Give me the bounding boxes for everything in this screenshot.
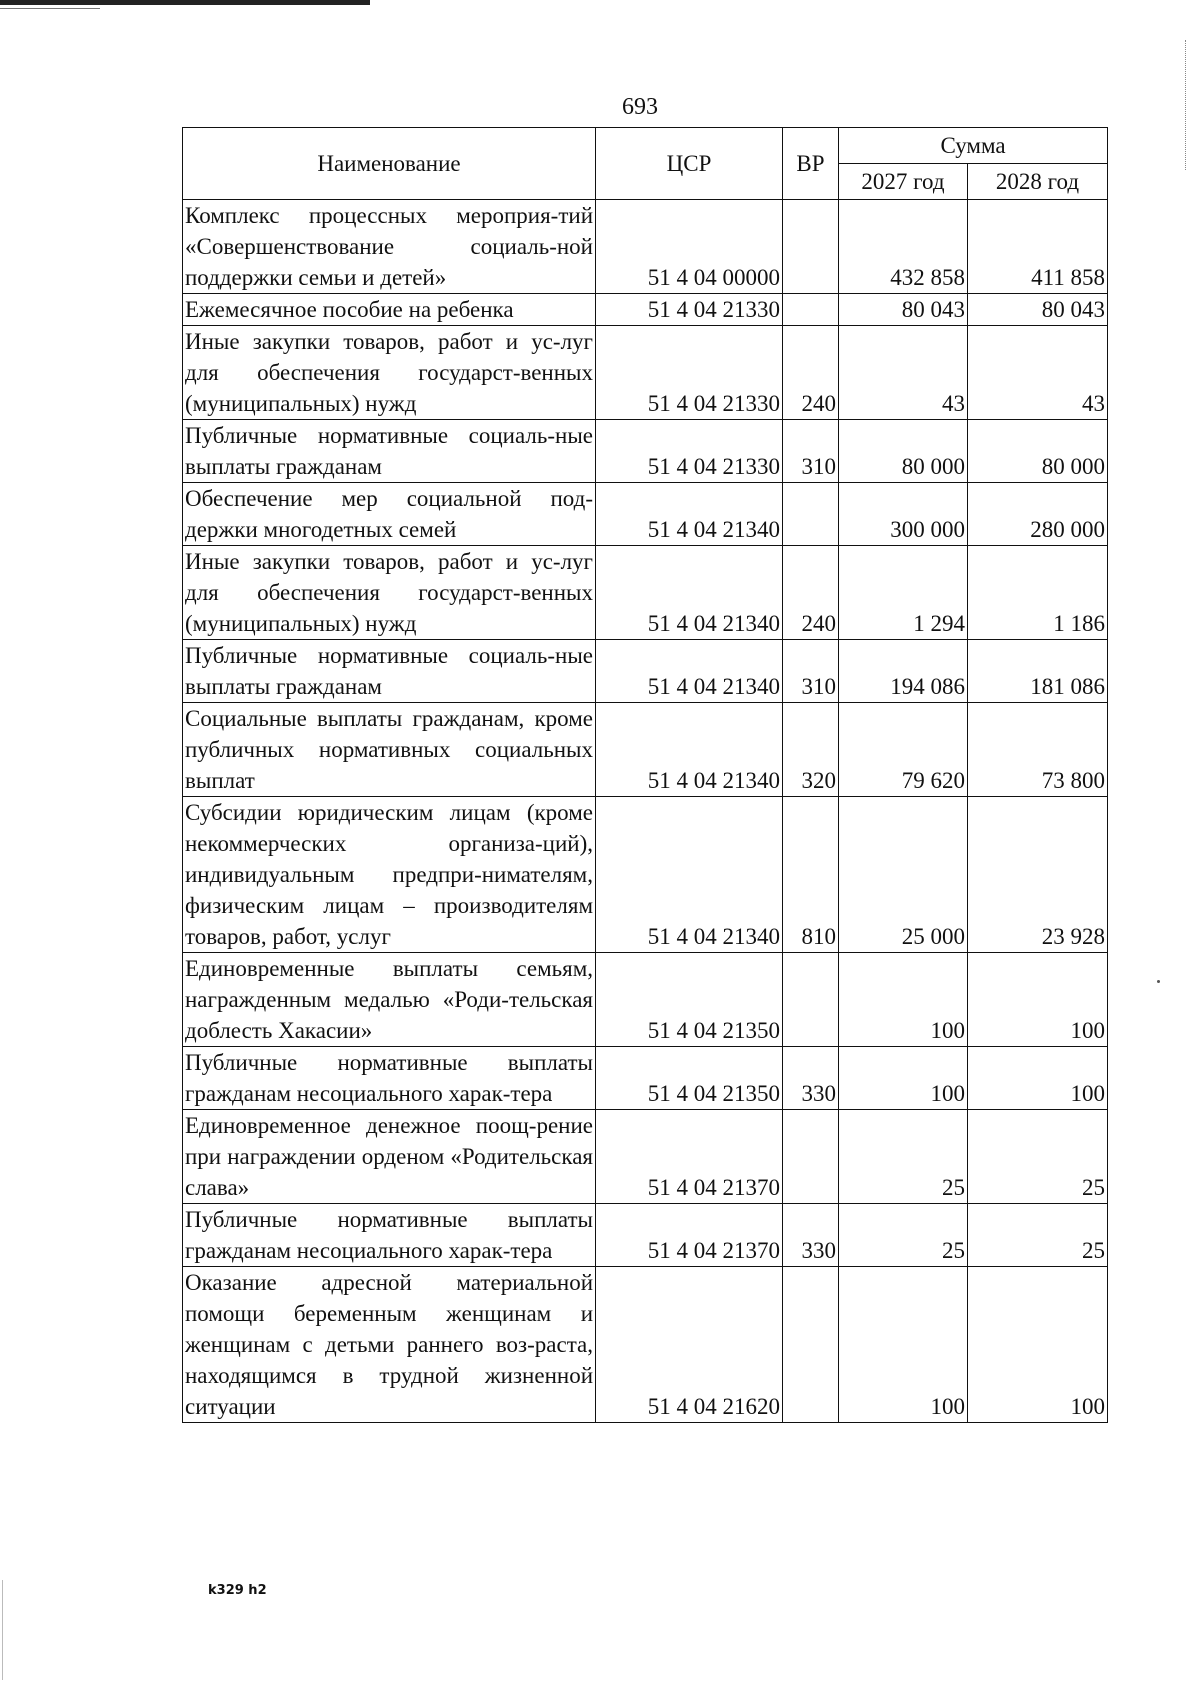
row-sum-2028-cell: 100 [968, 953, 1108, 1047]
row-name-cell: Публичные нормативные выплаты гражданам несоциального харак-тера [183, 1204, 596, 1267]
row-csr-cell: 51 4 04 21330 [596, 294, 783, 326]
row-csr-cell: 51 4 04 21330 [596, 326, 783, 420]
row-vr-cell [783, 953, 839, 1047]
table-row [183, 797, 1108, 953]
row-csr-cell: 51 4 04 21340 [596, 483, 783, 546]
row-csr-cell: 51 4 04 21340 [596, 546, 783, 640]
row-vr-cell [783, 1267, 839, 1423]
row-sum-2028-cell: 23 928 [968, 797, 1108, 953]
row-sum-2028-cell: 100 [968, 1047, 1108, 1110]
row-vr-cell: 330 [783, 1047, 839, 1110]
row-name-cell: Публичные нормативные выплаты гражданам несоциального харак-тера [183, 1047, 596, 1110]
row-vr-cell: 330 [783, 1204, 839, 1267]
row-vr-cell [783, 200, 839, 294]
row-sum-2028-cell: 80 000 [968, 420, 1108, 483]
row-vr-cell: 310 [783, 420, 839, 483]
row-sum-2027-cell: 432 858 [839, 200, 968, 294]
scan-top-rule-thin [0, 8, 100, 9]
row-vr-cell: 320 [783, 703, 839, 797]
row-sum-2028-cell: 181 086 [968, 640, 1108, 703]
row-sum-2027-cell: 25 [839, 1204, 968, 1267]
page-number: 693 [622, 94, 658, 120]
row-sum-2027-cell: 194 086 [839, 640, 968, 703]
row-vr-cell [783, 1110, 839, 1204]
row-sum-2027-cell: 1 294 [839, 546, 968, 640]
row-sum-2028-cell: 100 [968, 1267, 1108, 1423]
row-csr-cell: 51 4 04 21350 [596, 953, 783, 1047]
scan-top-rule [0, 0, 370, 5]
row-sum-2028-cell: 1 186 [968, 546, 1108, 640]
row-sum-2028-cell: 280 000 [968, 483, 1108, 546]
row-csr-cell: 51 4 04 21340 [596, 640, 783, 703]
header-year-2028: 2028 год [968, 164, 1108, 200]
header-year-2027: 2027 год [839, 164, 968, 200]
row-vr-cell: 310 [783, 640, 839, 703]
header-sum: Сумма [839, 128, 1108, 164]
row-name-cell: Публичные нормативные социаль-ные выплаты гражданам [183, 420, 596, 483]
row-vr-cell: 240 [783, 326, 839, 420]
row-csr-cell: 51 4 04 21340 [596, 797, 783, 953]
header-csr: ЦСР [596, 128, 783, 200]
header-vr: ВР [783, 128, 839, 200]
row-sum-2028-cell: 411 858 [968, 200, 1108, 294]
scan-speck [1157, 980, 1160, 983]
row-csr-cell: 51 4 04 21370 [596, 1204, 783, 1267]
scan-edge-mark [1185, 40, 1194, 170]
table-row [183, 1204, 1108, 1267]
budget-table [182, 127, 1108, 1423]
row-sum-2028-cell: 25 [968, 1110, 1108, 1204]
row-name-cell: Комплекс процессных мероприя-тий «Совершенствование социаль-ной поддержки семьи и детей» [183, 200, 596, 294]
row-name-cell: Субсидии юридическим лицам (кроме некоммерческих организа-ций), индивидуальным предпри-нимателям, физическим лицам – производителям товаров, работ, услуг [183, 797, 596, 953]
row-sum-2028-cell: 43 [968, 326, 1108, 420]
table-row [183, 953, 1108, 1047]
table-row [183, 420, 1108, 483]
row-sum-2027-cell: 25 [839, 1110, 968, 1204]
table-row [183, 326, 1108, 420]
row-name-cell: Иные закупки товаров, работ и ус-луг для обеспечения государст-венных (муниципальных) нужд [183, 546, 596, 640]
row-csr-cell: 51 4 04 21330 [596, 420, 783, 483]
row-sum-2028-cell: 25 [968, 1204, 1108, 1267]
table-row [183, 1047, 1108, 1110]
row-name-cell: Обеспечение мер социальной под-держки многодетных семей [183, 483, 596, 546]
footer-stamp: k329 h2 [208, 1583, 267, 1598]
row-csr-cell: 51 4 04 21370 [596, 1110, 783, 1204]
table-row [183, 546, 1108, 640]
row-sum-2028-cell: 80 043 [968, 294, 1108, 326]
row-sum-2027-cell: 79 620 [839, 703, 968, 797]
row-name-cell: Ежемесячное пособие на ребенка [183, 294, 596, 326]
row-sum-2027-cell: 100 [839, 1267, 968, 1423]
row-sum-2028-cell: 73 800 [968, 703, 1108, 797]
table-row [183, 294, 1108, 326]
row-vr-cell [783, 483, 839, 546]
row-vr-cell: 240 [783, 546, 839, 640]
row-sum-2027-cell: 43 [839, 326, 968, 420]
row-sum-2027-cell: 80 000 [839, 420, 968, 483]
row-csr-cell: 51 4 04 21350 [596, 1047, 783, 1110]
table-row [183, 1267, 1108, 1423]
header-name: Наименование [183, 128, 596, 200]
row-name-cell: Социальные выплаты гражданам, кроме публичных нормативных социальных выплат [183, 703, 596, 797]
table-row [183, 1110, 1108, 1204]
row-sum-2027-cell: 80 043 [839, 294, 968, 326]
row-csr-cell: 51 4 04 21340 [596, 703, 783, 797]
table-row [183, 703, 1108, 797]
row-vr-cell: 810 [783, 797, 839, 953]
row-sum-2027-cell: 100 [839, 1047, 968, 1110]
table-row [183, 640, 1108, 703]
row-vr-cell [783, 294, 839, 326]
row-csr-cell: 51 4 04 00000 [596, 200, 783, 294]
row-sum-2027-cell: 300 000 [839, 483, 968, 546]
row-sum-2027-cell: 25 000 [839, 797, 968, 953]
row-csr-cell: 51 4 04 21620 [596, 1267, 783, 1423]
row-name-cell: Публичные нормативные социаль-ные выплаты гражданам [183, 640, 596, 703]
row-name-cell: Единовременные выплаты семьям, награжденным медалью «Роди-тельская доблесть Хакасии» [183, 953, 596, 1047]
row-name-cell: Оказание адресной материальной помощи беременным женщинам и женщинам с детьми раннего воз-раста, находящимся в трудной жизненной ситуации [183, 1267, 596, 1423]
scan-edge-mark-left [2, 1580, 3, 1680]
table-row [183, 200, 1108, 294]
row-sum-2027-cell: 100 [839, 953, 968, 1047]
row-name-cell: Единовременное денежное поощ-рение при награждении орденом «Родительская слава» [183, 1110, 596, 1204]
table-row [183, 483, 1108, 546]
row-name-cell: Иные закупки товаров, работ и ус-луг для обеспечения государст-венных (муниципальных) нужд [183, 326, 596, 420]
